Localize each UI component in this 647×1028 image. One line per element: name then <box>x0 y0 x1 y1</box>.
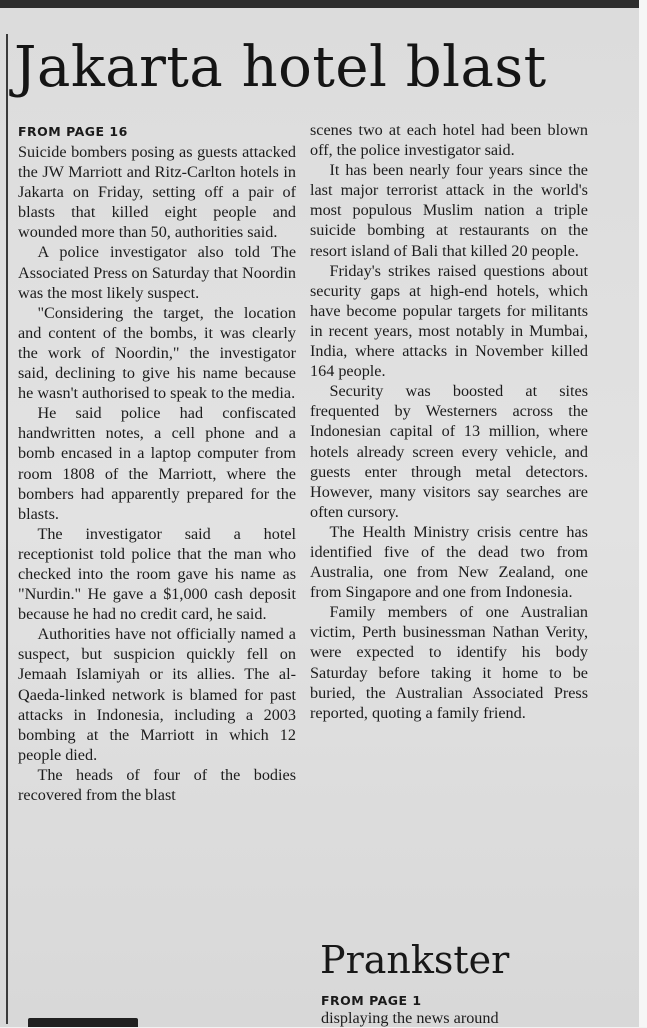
paragraph: Friday's strikes raised questions about security gaps at high-end hotels, which have become popular targets for militants in recent years, most notably in Mumbai, India, where attacks in November killed 164 people. <box>310 261 588 381</box>
paragraph: Suicide bombers posing as guests attacked the JW Marriott and Ritz-Carlton hotels in Jakarta on Friday, setting off a pair of blasts that killed eight people and wounded more than 50, authorities said. <box>18 143 296 242</box>
next-article-kicker: FROM PAGE 1 <box>321 993 422 1008</box>
paragraph: It has been nearly four years since the last major terrorist attack in the world's most populous Muslim nation a triple suicide bombing at restaurants on the resort island of Bali that killed 20 people. <box>310 161 588 260</box>
paragraph: A police investigator also told The Associated Press on Saturday that Noordin was the most likely suspect. <box>18 243 296 302</box>
article-column-1 <box>18 142 296 805</box>
page-top-edge <box>0 0 647 8</box>
paragraph: The Health Ministry crisis centre has identified five of the dead two from Australia, one from New Zealand, one from Singapore and one from Indonesia. <box>310 522 588 602</box>
article-headline: Jakarta hotel blast <box>14 35 547 100</box>
paragraph: scenes two at each hotel had been blown off, the police investigator said. <box>310 121 588 160</box>
next-article-headline: Prankster <box>320 938 510 982</box>
paragraph: Family members of one Australian victim, Perth businessman Nathan Verity, were expected to identify his body Saturday before taking it home to be buried, the Australian Associated Press reported, quoting a family friend. <box>310 603 588 722</box>
article-kicker: FROM PAGE 16 <box>18 124 128 139</box>
paragraph: Security was boosted at sites frequented by Westerners across the Indonesian capital of 13 million, where hotels already screen every vehicle, and guests enter through metal detectors. However, many visitors say searches are often cursory. <box>310 382 588 521</box>
paragraph: "Considering the target, the location and content of the bombs, it was clearly the work of Noordin," the investigator said, declining to give his name because he wasn't authorised to speak to the media. <box>18 303 296 403</box>
paragraph: Authorities have not officially named a suspect, but suspicion quickly fell on Jemaah Islamiyah or its allies. The al-Qaeda-linked network is blamed for past attacks in Indonesia, including a 2003 bombing at the Marriott in which 12 people died. <box>18 625 296 764</box>
page-right-margin <box>639 0 647 1027</box>
paragraph: He said police had confiscated handwritten notes, a cell phone and a bomb encased in a laptop computer from room 1808 of the Marriott, where the bombers had apparently prepared for the blasts. <box>18 404 296 523</box>
paragraph: The heads of four of the bodies recovered from the blast <box>18 765 296 804</box>
column-rule <box>6 34 8 1024</box>
cut-off-headline-fragment <box>28 1018 138 1027</box>
next-article-first-line: displaying the news around <box>321 1009 499 1027</box>
article-column-2 <box>310 120 588 723</box>
paragraph: The investigator said a hotel receptionist told police that the man who checked into the room gave his name as "Nurdin." He gave a $1,000 cash deposit because he had no credit card, he said. <box>18 524 296 624</box>
